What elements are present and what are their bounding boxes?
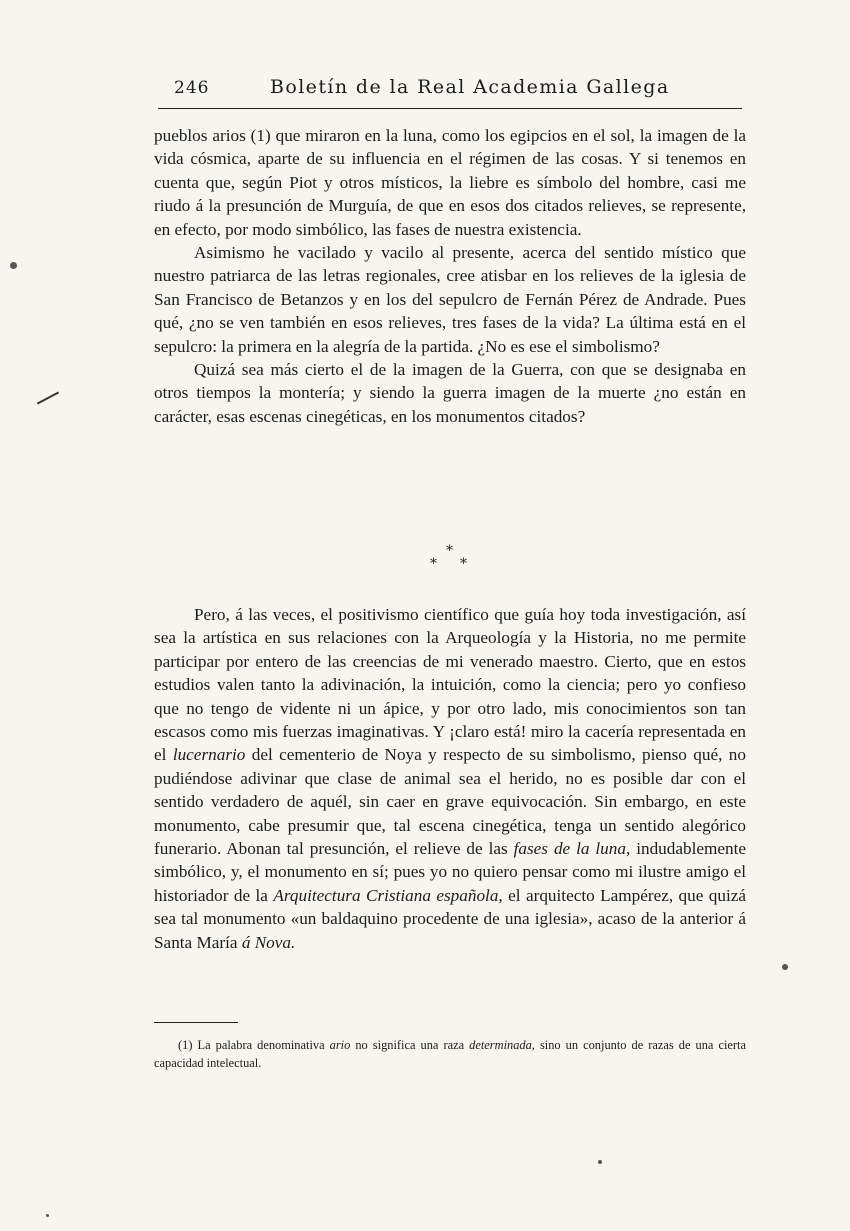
footnote (154, 1036, 746, 1072)
paragraph-4-italic-fases: fases de la luna, (513, 839, 631, 859)
section-asterism (426, 543, 474, 573)
paragraph-3: Quizá sea más cierto el de la imagen de la Guerra, con que se designaba en otros tiempos la montería; y siendo la guerra imagen de la muerte ¿no están en carácter, esas escenas cinegéticas, en los monumentos citados? (154, 360, 746, 426)
paragraph-4-text-c: indudablemente simbólico, y, el monumento en sí; pues yo no quiero pensar como mi ilustre amigo el historiador de la (154, 839, 746, 905)
scan-speck (782, 964, 788, 970)
paragraph-4-text-b: del cementerio de Noya y respecto de su simbolismo, pienso qué, no pudiéndose adivinar que clase de animal sea el herido, no es posible dar con el sentido verdadero de aquél, sin caer en grave equivocación. Sin embargo, en este monumento, cabe presumir que, tal escena cinegética, tenga un sentido alegórico funerario. Abonan tal presunción, el relieve de las (154, 745, 746, 859)
scan-speck (10, 262, 17, 269)
asterism-star-right: * (460, 556, 467, 572)
page-header (158, 76, 742, 109)
footnote-rule (154, 1022, 238, 1023)
paragraph-4-italic-arquitectura: Arquitectura Cristiana española, (273, 885, 503, 905)
paragraph-4 (154, 603, 746, 954)
body-section-1 (154, 124, 746, 428)
footnote-italic-determinada: determinada, (469, 1038, 535, 1052)
running-title: Boletín de la Real Academia Gallega (270, 76, 670, 98)
page-number: 246 (174, 78, 210, 98)
margin-pen-mark (37, 391, 59, 404)
footnote-text-a: (1) La palabra denominativa (178, 1038, 330, 1052)
footnote-italic-ario: ario (329, 1038, 351, 1052)
paragraph-2: Asimismo he vacilado y vacilo al presente, acerca del sentido místico que nuestro patriarca de las letras regionales, cree atisbar en los relieves de la iglesia de San Francisco de Betanzos y en los del sepulcro de Fernán Pérez de Andrade. Pues qué, ¿no se ven también en esos relieves, tres fases de la vida? La última está en el sepulcro: la primera en la alegría de la partida. ¿No es ese el simbolismo? (154, 243, 746, 356)
paragraph-1: pueblos arios (1) que miraron en la luna, como los egipcios en el sol, la imagen de la vida cósmica, aparte de su influencia en el régimen de las cosas. Y si tenemos en cuenta que, según Piot y otros místicos, la liebre es símbolo del hombre, casi me riudo á la presunción de Murguía, de que en esos dos citados relieves, se represente, en efecto, por modo simbólico, las fases de nuestra existencia. (154, 126, 746, 239)
paragraph-4-text-a: Pero, á las veces, el positivismo científico que guía hoy toda investigación, así sea la artística en sus relaciones con la Arqueología y la Historia, no me permite participar por entero de las creencias de mi venerado maestro. Cierto, que en estos estudios valen tanto la adivinación, la intuición, como la ciencia; pero yo confieso que no tengo de vidente ni un ápice, y por otro lado, mis conocimientos son tan escasos como mis fuerzas imaginativas. Y ¡claro está! miro la cacería representada en el (154, 605, 746, 765)
footnote-text-b: no significa una raza (350, 1038, 470, 1052)
scan-speck (598, 1160, 602, 1164)
body-section-2 (154, 603, 746, 954)
paragraph-4-text-d: el arquitecto Lampérez, que quizá sea tal monumento «un baldaquino procedente de una iglesia», acaso de la anterior á Santa María (154, 885, 747, 952)
asterism-star-left: * (430, 556, 437, 572)
paragraph-4-italic-lucernario: lucernario (172, 745, 246, 765)
scan-speck (46, 1214, 49, 1217)
paragraph-4-italic-nova: á Nova. (241, 932, 296, 952)
footnote-text-c: sino un conjunto de razas de una cierta capacidad intelectual. (154, 1038, 746, 1070)
asterism-star-top: * (446, 543, 453, 559)
